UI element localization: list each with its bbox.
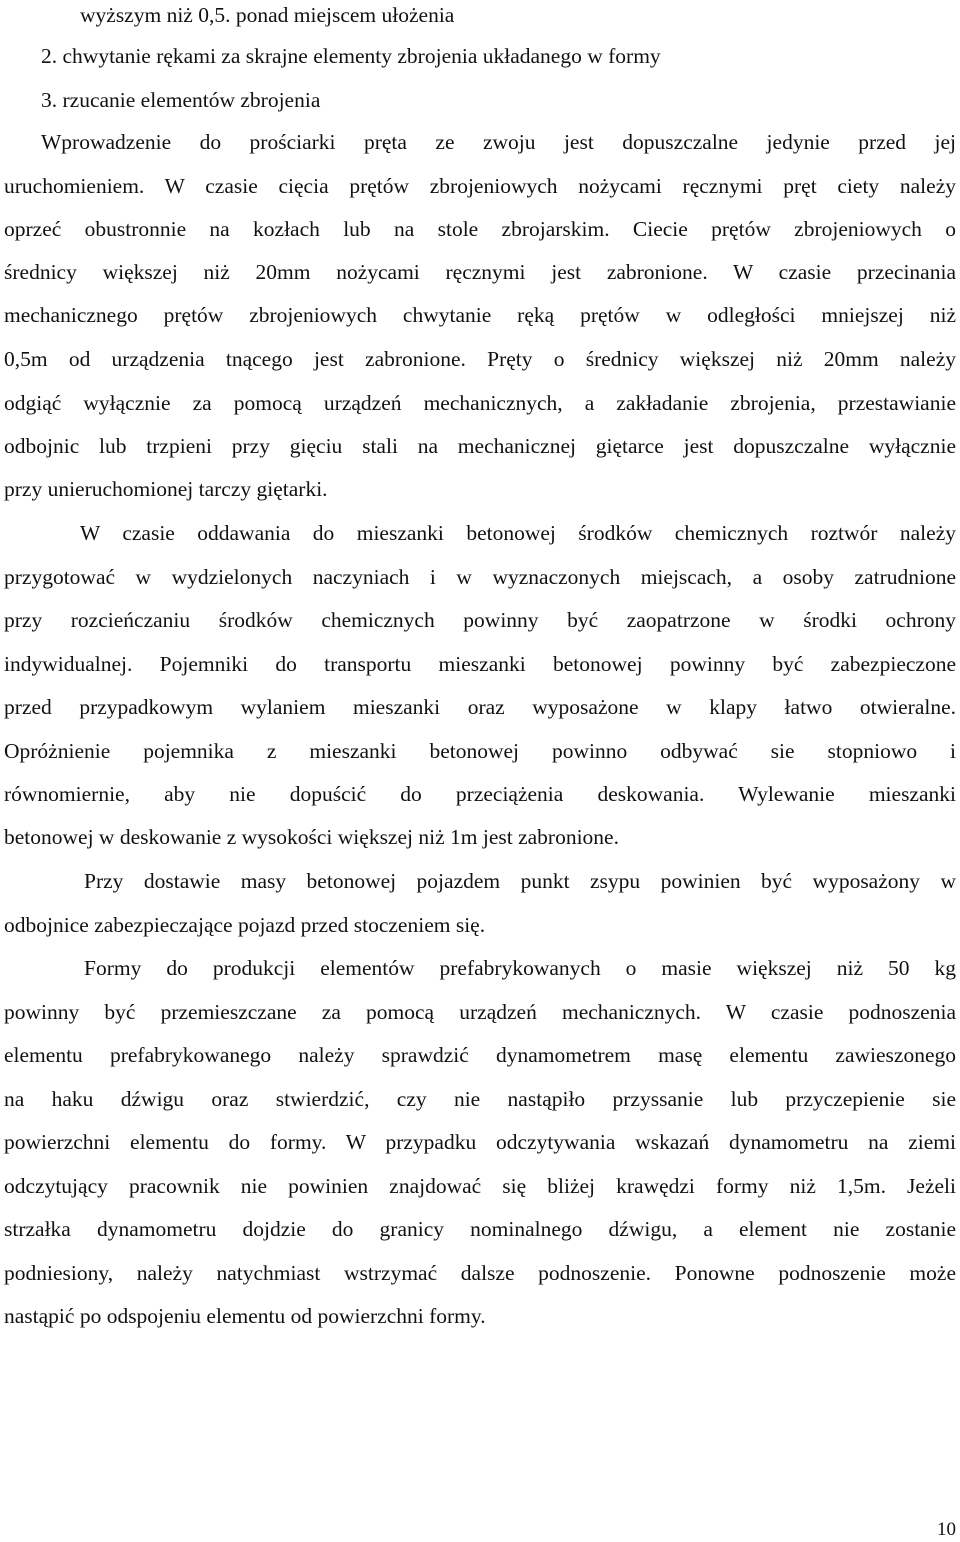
text-line: odbojnic lub trzpieni przy gięciu stali na mechanicznej giętarce jest dopuszczalne wyłącznie bbox=[4, 434, 956, 458]
text-line: przygotować w wydzielonych naczyniach i w wyznaczonych miejscach, a osoby zatrudnione bbox=[4, 565, 956, 589]
text-line: wyższym niż 0,5. ponad miejscem ułożenia bbox=[80, 3, 455, 27]
text-line: mechanicznego prętów zbrojeniowych chwytanie ręką prętów w odległości mniejszej niż bbox=[4, 303, 956, 327]
text-line: na haku dźwigu oraz stwierdzić, czy nie nastąpiło przyssanie lub przyczepienie sie bbox=[4, 1087, 956, 1111]
text-line: średnicy większej niż 20mm nożycami ręcznymi jest zabronione. W czasie przecinania bbox=[4, 260, 956, 284]
text-line: przy unieruchomionej tarczy giętarki. bbox=[4, 477, 328, 501]
text-line: elementu prefabrykowanego należy sprawdzić dynamometrem masę elementu zawieszonego bbox=[4, 1043, 956, 1067]
text-line: oprzeć obustronnie na kozłach lub na stole zbrojarskim. Ciecie prętów zbrojeniowych o bbox=[4, 217, 956, 241]
text-line: odczytujący pracownik nie powinien znajdować się bliżej krawędzi formy niż 1,5m. Jeżeli bbox=[4, 1174, 956, 1198]
text-line: równomiernie, aby nie dopuścić do przeciążenia deskowania. Wylewanie mieszanki bbox=[4, 782, 956, 806]
text-line: powierzchni elementu do formy. W przypadku odczytywania wskazań dynamometru na ziemi bbox=[4, 1130, 956, 1154]
text-line: 0,5m od urządzenia tnącego jest zabronione. Pręty o średnicy większej niż 20mm należy bbox=[4, 347, 956, 371]
text-line: Formy do produkcji elementów prefabrykowanych o masie większej niż 50 kg bbox=[84, 956, 956, 980]
text-line: przed przypadkowym wylaniem mieszanki oraz wyposażone w klapy łatwo otwieralne. bbox=[4, 695, 956, 719]
text-line: uruchomieniem. W czasie cięcia prętów zbrojeniowych nożycami ręcznymi pręt ciety należy bbox=[4, 174, 956, 198]
text-line: nastąpić po odspojeniu elementu od powierzchni formy. bbox=[4, 1304, 486, 1328]
text-line: podniesiony, należy natychmiast wstrzymać dalsze podnoszenie. Ponowne podnoszenie może bbox=[4, 1261, 956, 1285]
text-line: odgiąć wyłącznie za pomocą urządzeń mechanicznych, a zakładanie zbrojenia, przestawianie bbox=[4, 391, 956, 415]
text-line: 2. chwytanie rękami za skrajne elementy zbrojenia układanego w formy bbox=[41, 44, 661, 68]
text-line: strzałka dynamometru dojdzie do granicy nominalnego dźwigu, a element nie zostanie bbox=[4, 1217, 956, 1241]
text-line: W czasie oddawania do mieszanki betonowej środków chemicznych roztwór należy bbox=[80, 521, 956, 545]
text-line: odbojnice zabezpieczające pojazd przed stoczeniem się. bbox=[4, 913, 486, 937]
page-number: 10 bbox=[937, 1519, 956, 1540]
text-line: betonowej w deskowanie z wysokości większej niż 1m jest zabronione. bbox=[4, 825, 619, 849]
text-line: przy rozcieńczaniu środków chemicznych powinny być zaopatrzone w środki ochrony bbox=[4, 608, 956, 632]
text-line: 3. rzucanie elementów zbrojenia bbox=[41, 88, 321, 112]
text-line: Przy dostawie masy betonowej pojazdem punkt zsypu powinien być wyposażony w bbox=[84, 869, 956, 893]
text-line: indywidualnej. Pojemniki do transportu mieszanki betonowej powinny być zabezpieczone bbox=[4, 652, 956, 676]
text-line: Opróżnienie pojemnika z mieszanki betonowej powinno odbywać sie stopniowo i bbox=[4, 739, 956, 763]
text-line: powinny być przemieszczane za pomocą urządzeń mechanicznych. W czasie podnoszenia bbox=[4, 1000, 956, 1024]
text-line: Wprowadzenie do prościarki pręta ze zwoju jest dopuszczalne jedynie przed jej bbox=[41, 130, 956, 154]
